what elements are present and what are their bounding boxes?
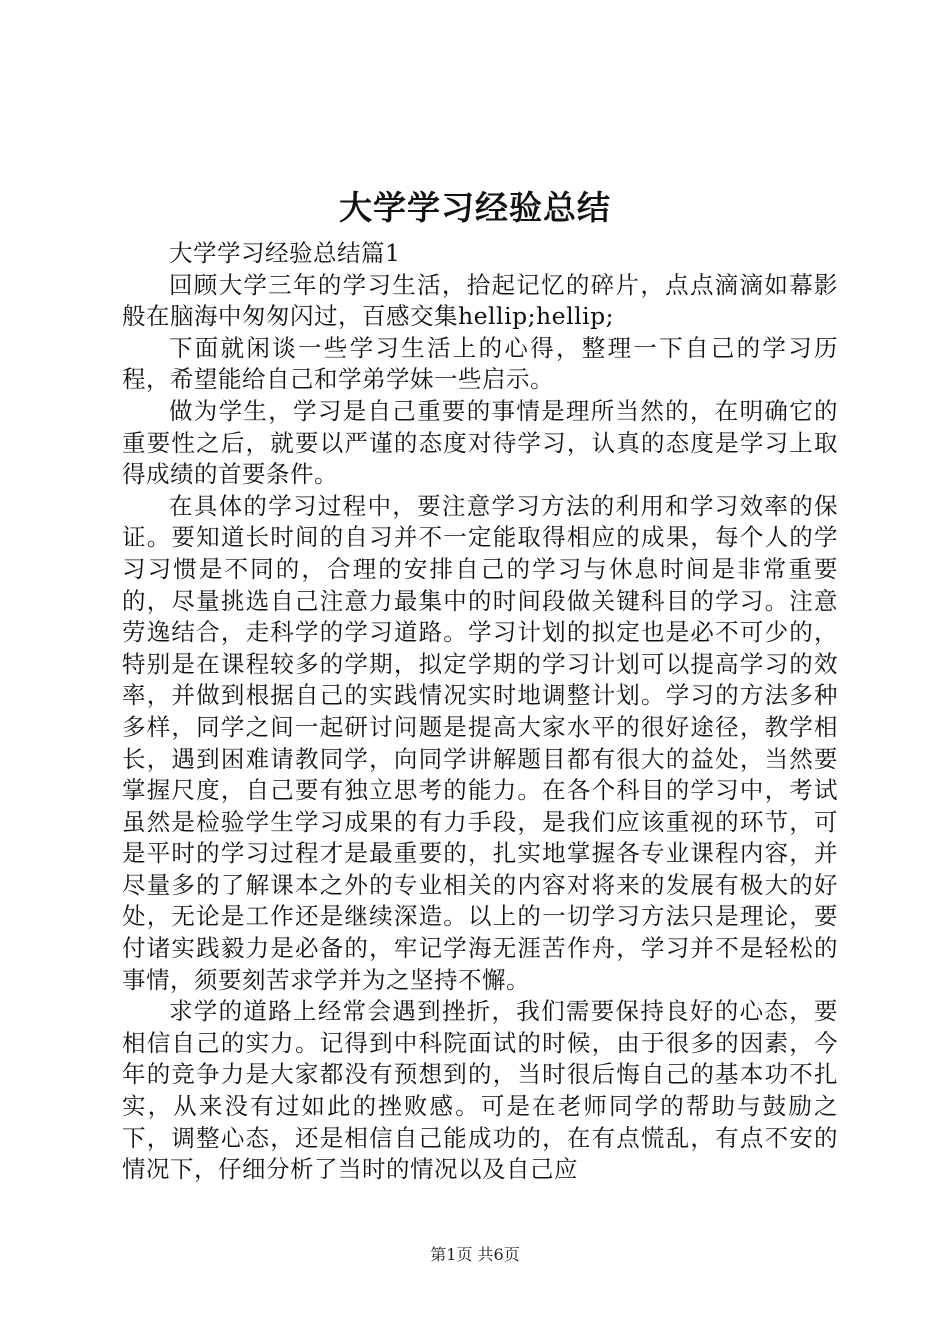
paragraph: 在具体的学习过程中，要注意学习方法的利用和学习效率的保证。要知道长时间的自习并不一定能取得相应的成果，每个人的学习习惯是不同的，合理的安排自己的学习与休息时间是非常重要的，尽量挑选自己注意力最集中的时间段做关键科目的学习。注意劳逸结合，走科学的学习道路。学习计划的拟定也是必不可少的，特别是在课程较多的学期，拟定学期的学习计划可以提高学习的效率，并做到根据自己的实践情况实时地调整计划。学习的方法多种多样，同学之间一起研讨问题是提高大家水平的很好途径，教学相长，遇到困难请教同学，向同学讲解题目都有很大的益处，当然要掌握尺度，自己要有独立思考的能力。在各个科目的学习中，考试虽然是检验学生学习成果的有力手段，是我们应该重视的环节，可是平时的学习过程才是最重要的，扎实地掌握各专业课程内容，并尽量多的了解课本之外的专业相关的内容对将来的发展有极大的好处，无论是工作还是继续深造。以上的一切学习方法只是理论，要付诸实践毅力是必备的，牢记学海无涯苦作舟，学习并不是轻松的事情，须要刻苦求学并为之坚持不懈。 bbox=[122, 491, 838, 994]
document-title: 大学学习经验总结 bbox=[339, 188, 611, 227]
page-number-footer: 第1页 共6页 bbox=[430, 1245, 520, 1264]
paragraph: 做为学生，学习是自己重要的事情是理所当然的，在明确它的重要性之后，就要以严谨的态度对待学习，认真的态度是学习上取得成绩的首要条件。 bbox=[122, 396, 838, 489]
paragraph: 求学的道路上经常会遇到挫折，我们需要保持良好的心态，要相信自己的实力。记得到中科院面试的时候，由于很多的因素，今年的竞争力是大家都没有预想到的，当时很后悔自己的基本功不扎实，从来没有过如此的挫败感。可是在老师同学的帮助与鼓励之下，调整心态，还是相信自己能成功的，在有点慌乱，有点不安的情况下，仔细分析了当时的情况以及自己应 bbox=[122, 997, 838, 1184]
document-body bbox=[122, 238, 838, 1186]
paragraph: 下面就闲谈一些学习生活上的心得，整理一下自己的学习历程，希望能给自己和学弟学妹一些启示。 bbox=[122, 333, 838, 394]
paragraph: 回顾大学三年的学习生活，拾起记忆的碎片，点点滴滴如幕影般在脑海中匆匆闪过，百感交集hellip;hellip; bbox=[122, 270, 838, 331]
paragraph-subtitle: 大学学习经验总结篇1 bbox=[169, 239, 401, 267]
